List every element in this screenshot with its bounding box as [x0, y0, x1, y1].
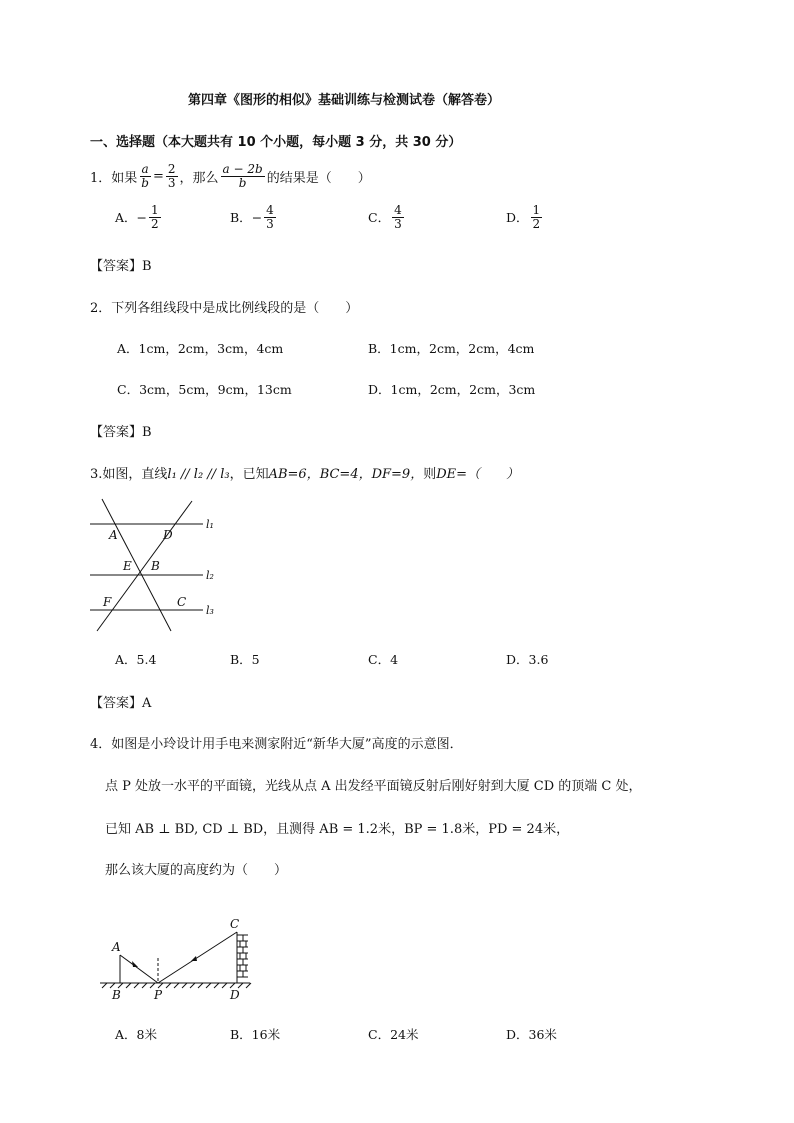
q2-answer: 【答案】B [90, 425, 152, 440]
ray-AP [120, 955, 158, 983]
transversal-right [97, 501, 192, 631]
arrow-reflected [191, 956, 197, 961]
q2-option-b: B．1cm，2cm，2cm，4cm [368, 341, 535, 356]
q4-option-d: D．36米 [506, 1027, 557, 1042]
mirror-building-figure [98, 913, 258, 1003]
ray-PC [158, 932, 237, 983]
label-l3: l₃ [206, 604, 214, 617]
label-D: D [230, 988, 240, 1002]
label-C: C [177, 595, 187, 609]
question-4-line-4: 那么该大厦的高度约为（ ） [105, 863, 288, 878]
q3-answer: 【答案】A [90, 696, 152, 711]
q4-option-b: B．16米 [230, 1027, 281, 1042]
q2-option-a: A．1cm，2cm，3cm，4cm [117, 341, 284, 356]
question-4-line-3: 已知 AB ⊥ BD, CD ⊥ BD，且测得 AB = 1.2米，BP = 1.8米，PD = 24米， [105, 822, 570, 837]
arrow-incident [132, 961, 138, 967]
question-3-stem: 3.如图，直线l₁ // l₂ // l₃，已知AB=6，BC=4，DF=9，则DE=（ ） [90, 467, 520, 482]
q1-option-d: D． $\frac{1}{2}$ [506, 203, 541, 231]
fraction-2-over-3: $\frac{2}{3}$ [167, 162, 176, 190]
q4-option-c: C．24米 [368, 1027, 419, 1042]
label-D: D [163, 528, 173, 542]
parallel-lines-figure [85, 495, 230, 635]
q3-option-b: B．5 [230, 652, 260, 667]
q1-option-b: B． − $\frac{4}{3}$ [230, 203, 274, 231]
fraction-expression: $\frac{a - 2b}{b}$ [222, 162, 263, 190]
label-E: E [123, 559, 132, 573]
fraction-a-over-b: $\frac{a}{b}$ [141, 162, 149, 190]
transversal-left [102, 499, 171, 631]
building-hatching [237, 935, 248, 977]
label-B: B [151, 559, 160, 573]
q1-option-c: C． $\frac{4}{3}$ [368, 203, 402, 231]
label-F: F [103, 595, 112, 609]
q1-option-a: A． − $\frac{1}{2}$ [115, 203, 159, 231]
label-B: B [112, 988, 121, 1002]
question-1-stem: 1．如果 $\frac{a}{b}$ = $\frac{2}{3}$ ，那么 $\frac{a - 2b}{b}$ 的结果是（ ） [90, 162, 371, 190]
question-4-line-1: 4．如图是小玲设计用手电来测家附近“新华大厦”高度的示意图． [90, 737, 463, 752]
label-C: C [230, 917, 240, 931]
q1-answer: 【答案】B [90, 259, 152, 274]
ground-hatching [102, 983, 251, 988]
label-l2: l₂ [206, 569, 214, 582]
label-l1: l₁ [206, 518, 214, 531]
q3-option-c: C．4 [368, 652, 399, 667]
q2-option-d: D．1cm，2cm，2cm，3cm [368, 382, 536, 397]
label-A: A [109, 528, 118, 542]
q2-option-c: C．3cm，5cm，9cm，13cm [117, 382, 292, 397]
section-heading: 一、选择题（本大题共有 10 个小题，每小题 3 分，共 30 分） [90, 135, 462, 150]
q3-option-d: D．3.6 [506, 652, 549, 667]
q3-option-a: A．5.4 [115, 652, 157, 667]
question-2-stem: 2．下列各组线段中是成比例线段的是（ ） [90, 301, 359, 316]
q4-option-a: A．8米 [115, 1027, 157, 1042]
label-P: P [154, 988, 163, 1002]
question-4-line-2: 点 P 处放一水平的平面镜，光线从点 A 出发经平面镜反射后刚好射到大厦 CD 的顶端 C 处， [105, 779, 642, 794]
page-title: 第四章《图形的相似》基础训练与检测试卷（解答卷） [188, 93, 501, 108]
label-A: A [112, 940, 121, 954]
